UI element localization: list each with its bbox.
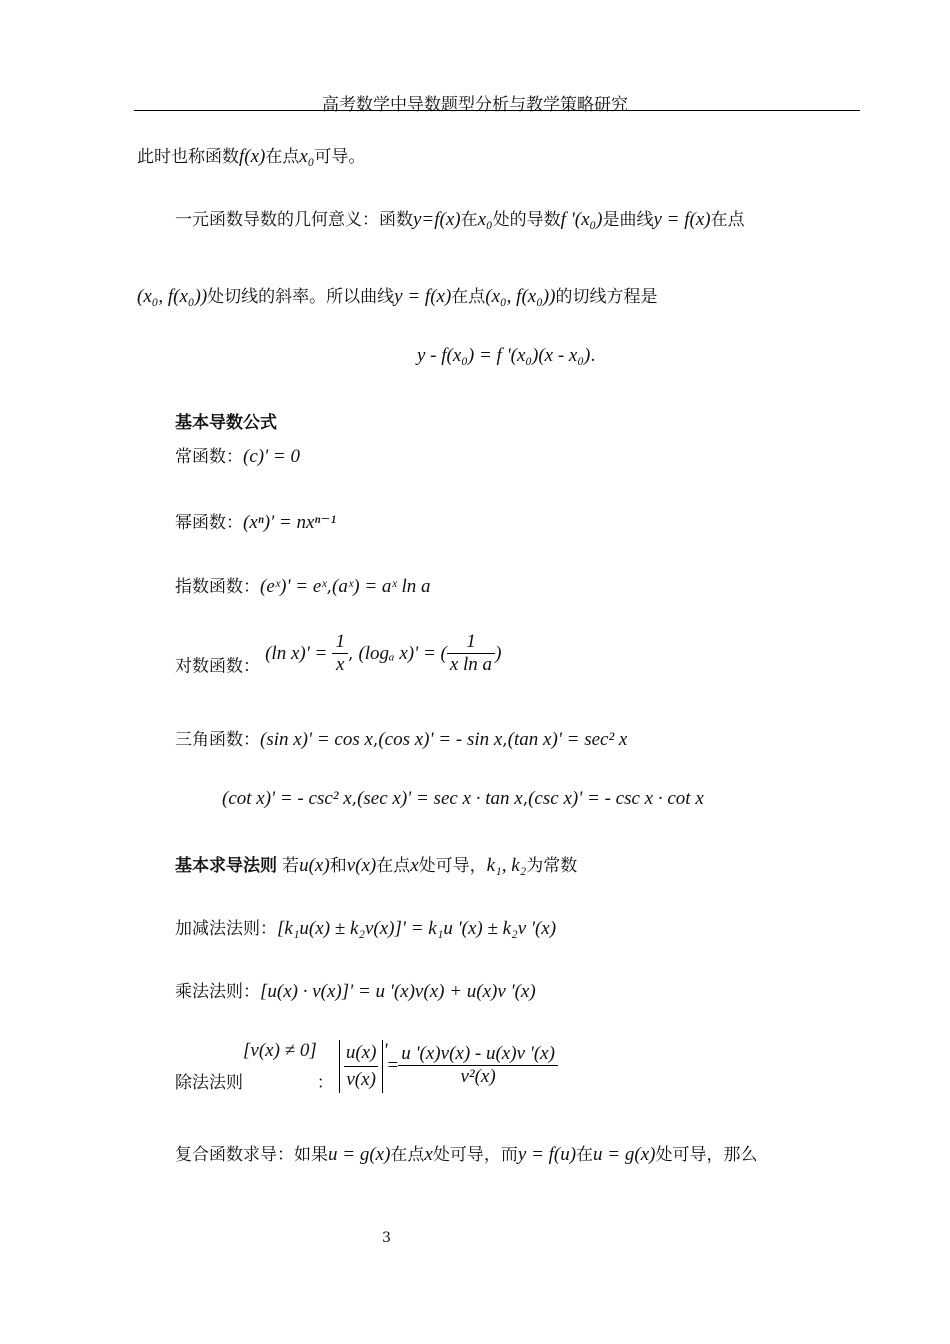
rule-division xyxy=(175,1040,558,1093)
math: [v(x) ≠ 0] xyxy=(243,1040,317,1061)
text: 处的导数 xyxy=(492,210,561,230)
label: 对数函数： xyxy=(175,656,260,677)
math: (logₐ x)' = ( xyxy=(358,642,447,664)
denominator: x ln a xyxy=(449,653,493,675)
page-header: 高考数学中导数题型分析与教学策略研究 xyxy=(322,95,628,115)
math: x xyxy=(410,855,419,876)
text: 若 xyxy=(282,856,300,876)
rule-multiplication xyxy=(175,977,536,1003)
math: (csc x)' = - csc x · cot x xyxy=(528,788,704,809)
math: ) xyxy=(495,642,502,664)
denominator: v(x) xyxy=(346,1069,376,1090)
label: 加减法法则： xyxy=(175,919,277,939)
label: 幂函数： xyxy=(175,513,243,533)
text: 的切线方程是 xyxy=(555,287,658,307)
text: 在 xyxy=(576,1145,594,1165)
math: y = f(u) xyxy=(517,1144,577,1165)
math: y - f(x₀) = f '(x₀)(x - x₀) xyxy=(417,345,591,366)
math: (cos x)' = - sin x xyxy=(378,729,503,750)
fraction xyxy=(332,632,348,677)
text: 在点 xyxy=(451,287,486,307)
math: (ln x)' = xyxy=(265,642,328,664)
label: 常函数： xyxy=(175,447,243,467)
math: (xⁿ)' = nxⁿ⁻¹ xyxy=(243,512,337,533)
label: 三角函数： xyxy=(175,730,260,750)
math: (sec x)' = sec x · tan x xyxy=(357,788,523,809)
text: 复合函数求导：如果 xyxy=(175,1145,328,1165)
text: 在点 xyxy=(710,210,745,230)
numerator: 1 xyxy=(332,632,348,654)
math: (eˣ)' = eˣ xyxy=(260,576,327,597)
formula-trig-2 xyxy=(222,788,704,810)
math: v(x) xyxy=(346,855,377,876)
paragraph-line xyxy=(175,205,745,231)
text: 处可导，那么 xyxy=(655,1145,758,1165)
math: u(x) xyxy=(299,855,330,876)
math: f(x) xyxy=(239,146,266,167)
paragraph-line xyxy=(137,142,365,168)
section-heading: 基本求导法则 xyxy=(175,856,277,876)
math: y=f(x) xyxy=(413,209,461,230)
math: k₁, k₂ xyxy=(486,855,527,876)
paragraph-line xyxy=(137,282,657,308)
math: (tan x)' = sec² x xyxy=(507,729,628,750)
numerator: u(x) xyxy=(344,1040,379,1067)
text: 是曲线 xyxy=(602,210,654,230)
math: (sin x)' = cos x xyxy=(260,729,373,750)
text: , xyxy=(372,730,379,750)
text: , xyxy=(326,577,333,597)
denominator: x xyxy=(335,653,345,675)
text: 为常数 xyxy=(526,856,578,876)
text: 在点 xyxy=(265,147,300,167)
text: 此时也称函数 xyxy=(137,147,239,167)
section-heading: 基本导数公式 xyxy=(175,413,277,433)
text: ： xyxy=(316,1073,334,1093)
numerator: 1 xyxy=(447,632,495,654)
text: 可导。 xyxy=(314,147,366,167)
fraction xyxy=(398,1044,558,1089)
text: 在点 xyxy=(376,856,411,876)
label: 除法法则 xyxy=(175,1073,243,1093)
text: 一元函数导数的几何意义：函数 xyxy=(175,210,413,230)
math: u = g(x) xyxy=(593,1144,656,1165)
math: x₀ xyxy=(477,209,493,230)
formula-constant xyxy=(175,442,300,468)
text: , xyxy=(522,789,529,809)
text: , xyxy=(347,643,354,664)
paragraph-line xyxy=(175,1140,757,1166)
math: (aˣ) = aˣ ln a xyxy=(332,576,431,597)
text: 在点 xyxy=(390,1145,425,1165)
header-rule xyxy=(134,110,860,111)
math: [u(x) · v(x)]' = u '(x)v(x) + u(x)v '(x) xyxy=(260,981,536,1002)
formula-trig-1 xyxy=(175,725,627,751)
math: (x₀, f(x₀)) xyxy=(485,286,556,307)
text: . xyxy=(590,346,596,366)
text: 处可导，而 xyxy=(432,1145,518,1165)
label: 乘法法则： xyxy=(175,982,260,1002)
math: y = f(x) xyxy=(394,286,452,307)
page-number: 3 xyxy=(382,1230,391,1246)
text: 和 xyxy=(329,856,347,876)
rule-addition xyxy=(175,914,556,940)
fraction xyxy=(447,632,495,677)
formula-power xyxy=(175,508,336,534)
text: 在 xyxy=(460,210,478,230)
text: 处可导， xyxy=(418,856,487,876)
math: (c)' = 0 xyxy=(243,446,300,467)
math: x₀ xyxy=(299,146,315,167)
rules-intro xyxy=(175,851,577,877)
math: [k₁u(x) ± k₂v(x)]' = k₁u '(x) ± k₂v '(x) xyxy=(277,918,557,939)
text: 处切线的斜率。所以曲线 xyxy=(207,287,395,307)
text: , xyxy=(351,789,358,809)
math: u = g(x) xyxy=(328,1144,391,1165)
label: 指数函数： xyxy=(175,577,260,597)
tangent-equation xyxy=(417,345,596,367)
math: f '(x₀) xyxy=(560,209,603,230)
math: ' xyxy=(383,1040,388,1061)
denominator: v²(x) xyxy=(460,1066,496,1088)
math: (x₀, f(x₀)) xyxy=(137,286,208,307)
numerator: u '(x)v(x) - u(x)v '(x) xyxy=(398,1044,558,1066)
formula-logarithm xyxy=(175,632,501,677)
text: , xyxy=(502,730,508,750)
math: (cot x)' = - csc² x xyxy=(222,788,352,809)
math: x xyxy=(424,1144,433,1165)
math: = xyxy=(387,1055,399,1076)
formula-exponential xyxy=(175,572,431,598)
bracket-fraction xyxy=(339,1040,384,1093)
math: y = f(x) xyxy=(653,209,711,230)
